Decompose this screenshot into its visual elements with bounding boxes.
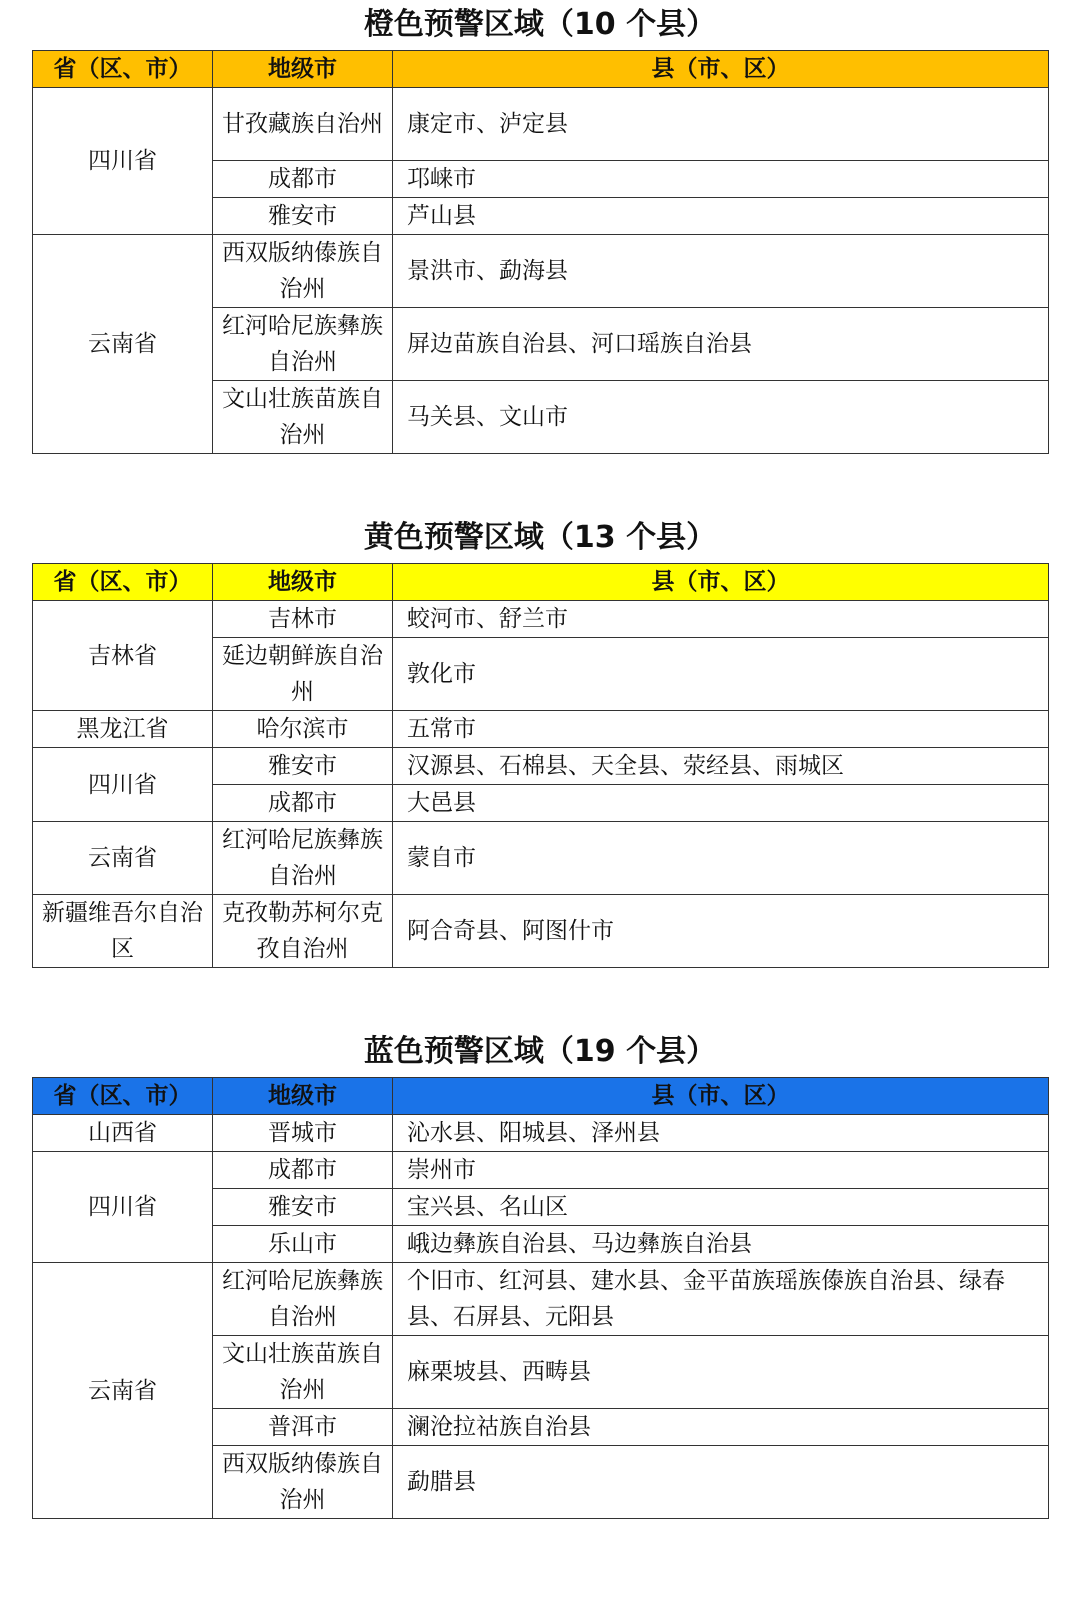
county-cell: 芦山县 <box>393 198 1049 235</box>
table-row <box>33 88 1049 161</box>
province-cell: 云南省 <box>33 1263 213 1519</box>
city-cell: 文山壮族苗族自治州 <box>213 1336 393 1409</box>
header-province: 省（区、市） <box>33 564 213 601</box>
province-cell: 吉林省 <box>33 601 213 711</box>
city-cell: 雅安市 <box>213 1189 393 1226</box>
orange-warning-table <box>32 50 1049 454</box>
table-header-row <box>33 564 1049 601</box>
city-cell: 红河哈尼族彝族自治州 <box>213 822 393 895</box>
header-county: 县（市、区） <box>393 564 1049 601</box>
orange-warning-section <box>32 0 1048 454</box>
yellow-warning-section <box>32 513 1048 968</box>
city-cell: 哈尔滨市 <box>213 711 393 748</box>
province-cell: 云南省 <box>33 822 213 895</box>
county-cell: 康定市、泸定县 <box>393 88 1049 161</box>
section-title: 蓝色预警区域（19 个县） <box>363 1034 717 1069</box>
table-header-row <box>33 1078 1049 1115</box>
county-cell: 邛崃市 <box>393 161 1049 198</box>
city-cell: 雅安市 <box>213 748 393 785</box>
city-cell: 吉林市 <box>213 601 393 638</box>
city-cell: 甘孜藏族自治州 <box>213 88 393 161</box>
province-cell: 黑龙江省 <box>33 711 213 748</box>
header-province: 省（区、市） <box>33 51 213 88</box>
city-cell: 成都市 <box>213 785 393 822</box>
section-title: 橙色预警区域（10 个县） <box>363 7 717 42</box>
county-cell: 麻栗坡县、西畴县 <box>393 1336 1049 1409</box>
city-cell: 成都市 <box>213 1152 393 1189</box>
city-cell: 红河哈尼族彝族自治州 <box>213 1263 393 1336</box>
header-city: 地级市 <box>213 564 393 601</box>
header-county: 县（市、区） <box>393 1078 1049 1115</box>
city-cell: 克孜勒苏柯尔克孜自治州 <box>213 895 393 968</box>
header-city: 地级市 <box>213 51 393 88</box>
county-cell: 崇州市 <box>393 1152 1049 1189</box>
province-cell: 新疆维吾尔自治区 <box>33 895 213 968</box>
county-cell: 勐腊县 <box>393 1446 1049 1519</box>
county-cell: 屏边苗族自治县、河口瑶族自治县 <box>393 308 1049 381</box>
city-cell: 红河哈尼族彝族自治州 <box>213 308 393 381</box>
table-header-row <box>33 51 1049 88</box>
city-cell: 成都市 <box>213 161 393 198</box>
province-cell: 云南省 <box>33 235 213 454</box>
county-cell: 峨边彝族自治县、马边彝族自治县 <box>393 1226 1049 1263</box>
province-cell: 四川省 <box>33 1152 213 1263</box>
table-row <box>33 895 1049 968</box>
county-cell: 大邑县 <box>393 785 1049 822</box>
county-cell: 马关县、文山市 <box>393 381 1049 454</box>
header-province: 省（区、市） <box>33 1078 213 1115</box>
county-cell: 蒙自市 <box>393 822 1049 895</box>
county-cell: 阿合奇县、阿图什市 <box>393 895 1049 968</box>
table-row <box>33 1263 1049 1336</box>
yellow-warning-table <box>32 563 1049 968</box>
city-cell: 晋城市 <box>213 1115 393 1152</box>
county-cell: 沁水县、阳城县、泽州县 <box>393 1115 1049 1152</box>
city-cell: 文山壮族苗族自治州 <box>213 381 393 454</box>
county-cell: 澜沧拉祜族自治县 <box>393 1409 1049 1446</box>
blue-warning-table <box>32 1077 1049 1519</box>
county-cell: 个旧市、红河县、建水县、金平苗族瑶族傣族自治县、绿春县、石屏县、元阳县 <box>393 1263 1049 1336</box>
province-cell: 山西省 <box>33 1115 213 1152</box>
section-title: 黄色预警区域（13 个县） <box>363 520 717 555</box>
blue-warning-section <box>32 1027 1048 1519</box>
table-row <box>33 711 1049 748</box>
header-county: 县（市、区） <box>393 51 1049 88</box>
province-cell: 四川省 <box>33 748 213 822</box>
county-cell: 景洪市、勐海县 <box>393 235 1049 308</box>
city-cell: 乐山市 <box>213 1226 393 1263</box>
table-row <box>33 601 1049 638</box>
county-cell: 汉源县、石棉县、天全县、荥经县、雨城区 <box>393 748 1049 785</box>
city-cell: 西双版纳傣族自治州 <box>213 235 393 308</box>
city-cell: 普洱市 <box>213 1409 393 1446</box>
city-cell: 西双版纳傣族自治州 <box>213 1446 393 1519</box>
table-row <box>33 1115 1049 1152</box>
city-cell: 雅安市 <box>213 198 393 235</box>
table-row <box>33 748 1049 785</box>
county-cell: 宝兴县、名山区 <box>393 1189 1049 1226</box>
province-cell: 四川省 <box>33 88 213 235</box>
table-row <box>33 235 1049 308</box>
header-city: 地级市 <box>213 1078 393 1115</box>
table-row <box>33 1152 1049 1189</box>
county-cell: 敦化市 <box>393 638 1049 711</box>
table-row <box>33 822 1049 895</box>
city-cell: 延边朝鲜族自治州 <box>213 638 393 711</box>
county-cell: 蛟河市、舒兰市 <box>393 601 1049 638</box>
county-cell: 五常市 <box>393 711 1049 748</box>
